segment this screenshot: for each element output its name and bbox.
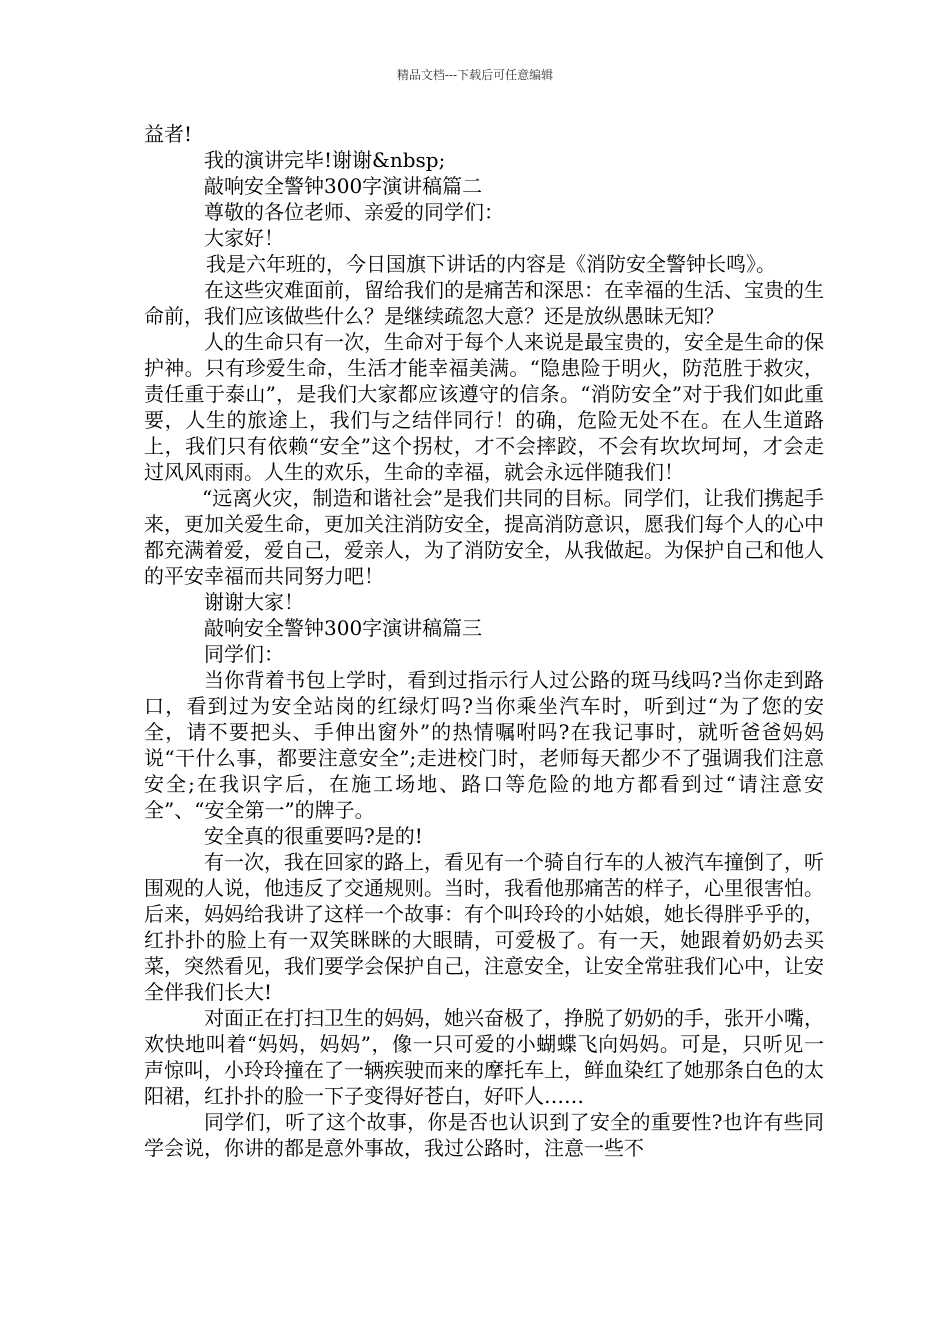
paragraph: 当你背着书包上学时，看到过指示行人过公路的斑马线吗?当你走到路口，看到过为安全站岗的红绿灯吗?当你乘坐汽车时，听到过“为了您的安全，请不要把头、手伸出窗外”的热情嘱咐吗?在我记事时，就听爸爸妈妈说“干什么事，都要注意安全”;走进校门时，老师每天都少不了强调我们注意安全;在我识字后，在施工场地、路口等危险的地方都看到过“请注意安全”、“安全第一”的牌子。 (144, 668, 824, 822)
section-heading: 敲响安全警钟300字演讲稿篇三 (204, 616, 483, 640)
page-header: 精品文档---下载后可任意编辑 (396, 68, 554, 82)
paragraph: 同学们： (204, 642, 284, 666)
paragraph: 在这些灾难面前，留给我们的是痛苦和深思：在幸福的生活、宝贵的生命前，我们应该做些什么？是继续疏忽大意？还是放纵愚昧无知？ (144, 278, 824, 328)
paragraph: 安全真的很重要吗?是的! (204, 824, 423, 848)
paragraph: 同学们，听了这个故事，你是否也认识到了安全的重要性?也许有些同学会说，你讲的都是意外事故，我过公路时，注意一些不 (144, 1110, 824, 1160)
paragraph: “远离火灾，制造和谐社会”是我们共同的目标。同学们，让我们携起手来，更加关爱生命，更加关注消防安全，提高消防意识，愿我们每个人的心中都充满着爱，爱自己，爱亲人，为了消防安全，从我做起。为保护自己和他人的平安幸福而共同努力吧！ (144, 486, 824, 588)
section-heading: 敲响安全警钟300字演讲稿篇二 (204, 174, 483, 198)
paragraph: 对面正在打扫卫生的妈妈，她兴奋极了，挣脱了奶奶的手，张开小嘴，欢快地叫着“妈妈，妈妈”，像一只可爱的小蝴蝶飞向妈妈。可是，只听见一声惊叫，小玲玲撞在了一辆疾驶而来的摩托车上，鲜血染红了她那条白色的太阳裙，红扑扑的脸一下子变得好苍白，好吓人…… (144, 1006, 824, 1108)
paragraph: 有一次，我在回家的路上，看见有一个骑自行车的人被汽车撞倒了，听围观的人说，他违反了交通规则。当时，我看他那痛苦的样子，心里很害怕。后来，妈妈给我讲了这样一个故事：有个叫玲玲的小姑娘，她长得胖乎乎的，红扑扑的脸上有一双笑眯眯的大眼睛，可爱极了。有一天，她跟着奶奶去买菜，突然看见，我们要学会保护自己，注意安全，让安全常驻我们心中，让安全伴我们长大! (144, 850, 824, 1004)
paragraph: 大家好！ (204, 226, 284, 250)
paragraph: 谢谢大家！ (204, 590, 304, 614)
paragraph: 我是六年班的，今日国旗下讲话的内容是《消防安全警钟长鸣》。 (206, 252, 776, 276)
paragraph: 人的生命只有一次，生命对于每个人来说是最宝贵的，安全是生命的保护神。只有珍爱生命，生活才能幸福美满。“隐患险于明火，防范胜于救灾，责任重于泰山”，是我们大家都应该遵守的信条。“消防安全”对于我们如此重要，人生的旅途上，我们与之结伴同行！的确，危险无处不在。在人生道路上，我们只有依赖“安全”这个拐杖，才不会摔跤，不会有坎坎坷坷，才会走过风风雨雨。人生的欢乐，生命的幸福，就会永远伴随我们！ (144, 330, 824, 484)
paragraph: 尊敬的各位老师、亲爱的同学们： (204, 200, 504, 224)
paragraph: 我的演讲完毕!谢谢&nbsp; (204, 148, 446, 172)
paragraph: 益者! (144, 122, 193, 146)
document-body (144, 121, 824, 1161)
